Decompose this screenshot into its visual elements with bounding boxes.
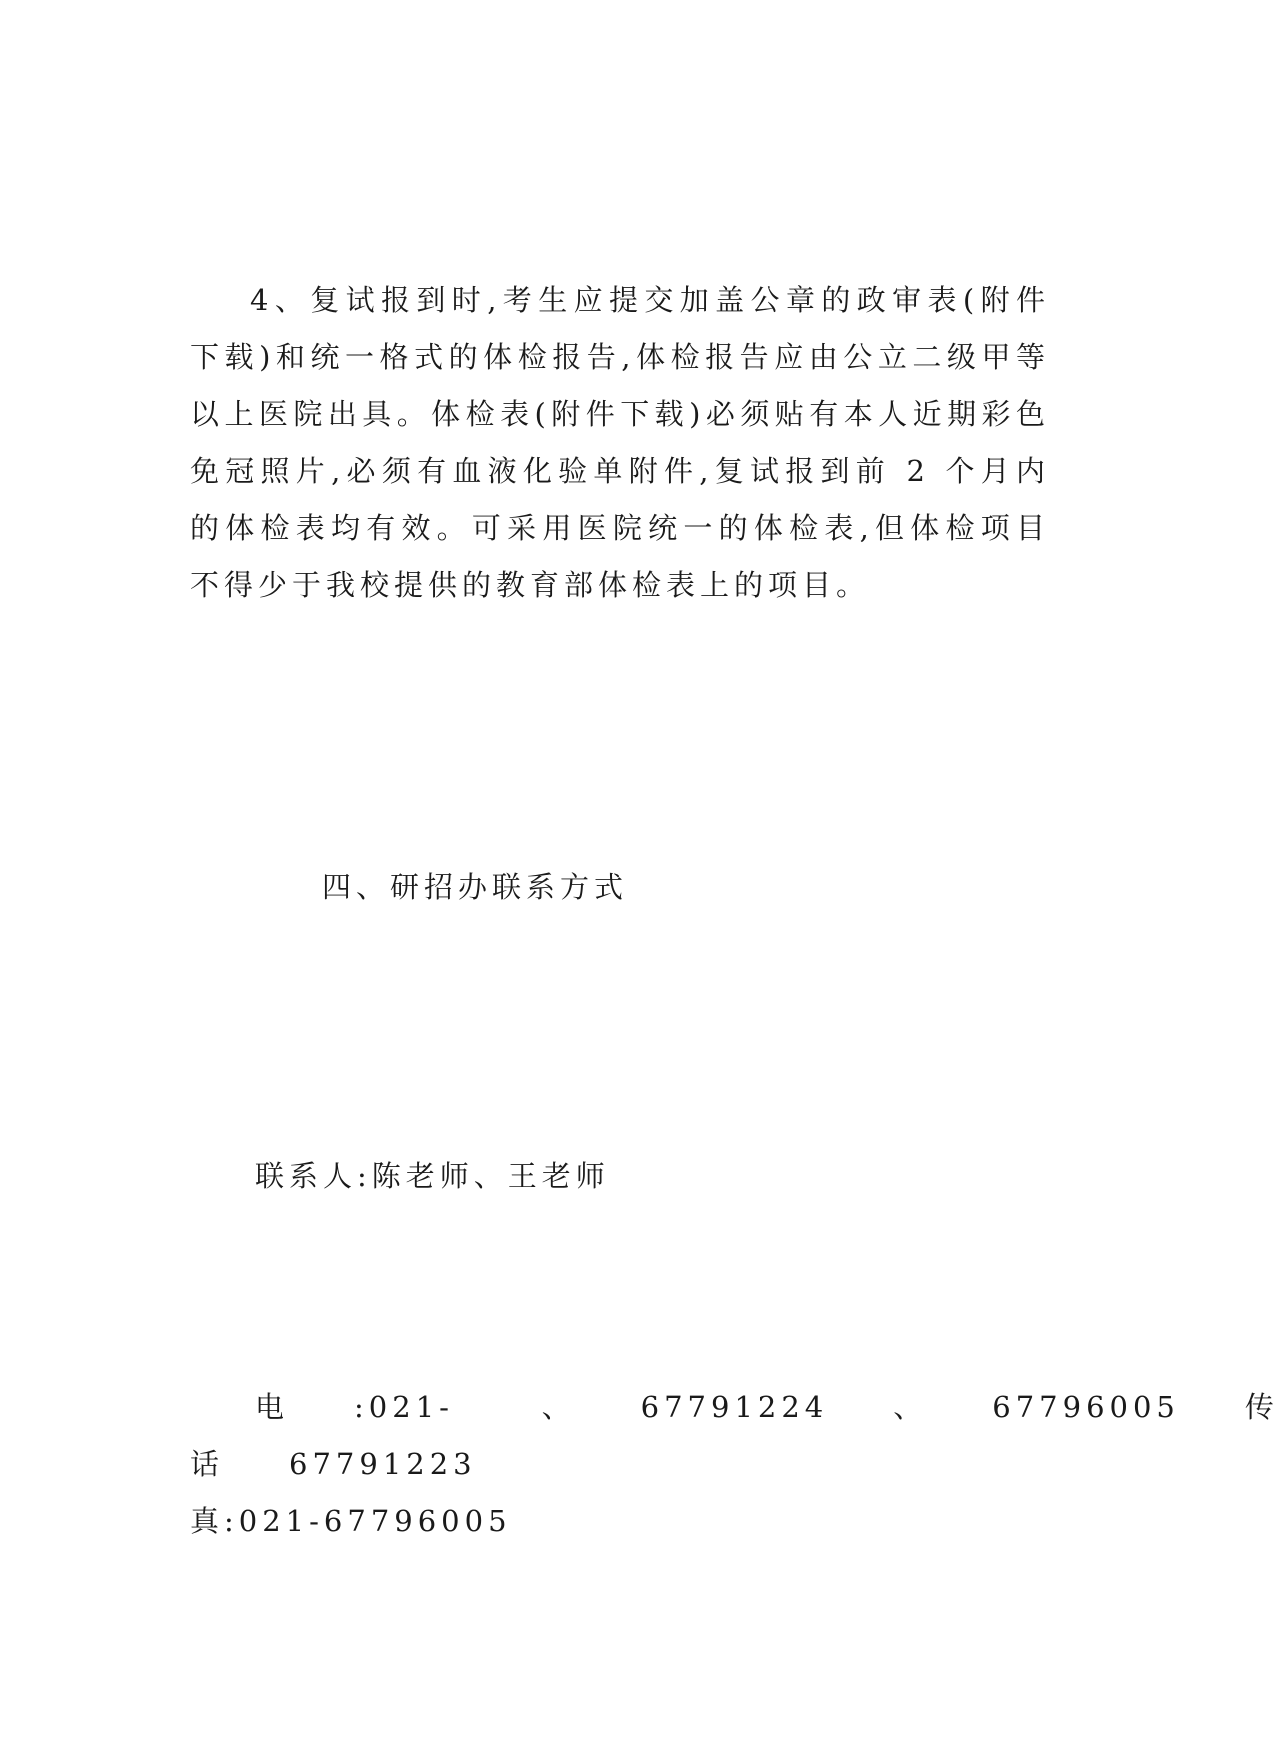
contact-person: 联系人:陈老师、王老师: [255, 1159, 610, 1193]
phone-fax-paragraph: [190, 1379, 1279, 1550]
phone-number-1: :021-67791223: [289, 1390, 477, 1481]
phone-number-3: 67796005: [992, 1390, 1180, 1424]
separator-1: 、: [541, 1390, 576, 1424]
fax-label-start: 传: [1244, 1390, 1279, 1424]
phone-number-2: 67791224: [640, 1390, 829, 1424]
phone-line: [125, 1379, 1279, 1493]
paragraph-item-4: 4、复试报到时,考生应提交加盖公章的政审表(附件下载)和统一格式的体检报告,体检报告应由公立二级甲等以上医院出具。体检表(附件下载)必须贴有本人近期彩色免冠照片,必须有血液化验单附件,复试报到前 2 个月内的体检表均有效。可采用医院统一的体检表,但体检项目不得少于我校提供的教育部体检表上的项目。: [190, 283, 1050, 602]
phone-label: 电 话: [190, 1390, 290, 1481]
section-heading-contact: 四、研招办联系方式: [322, 870, 629, 904]
separator-2: 、: [893, 1390, 928, 1424]
fax-line: 真:021-67796005: [190, 1504, 512, 1538]
